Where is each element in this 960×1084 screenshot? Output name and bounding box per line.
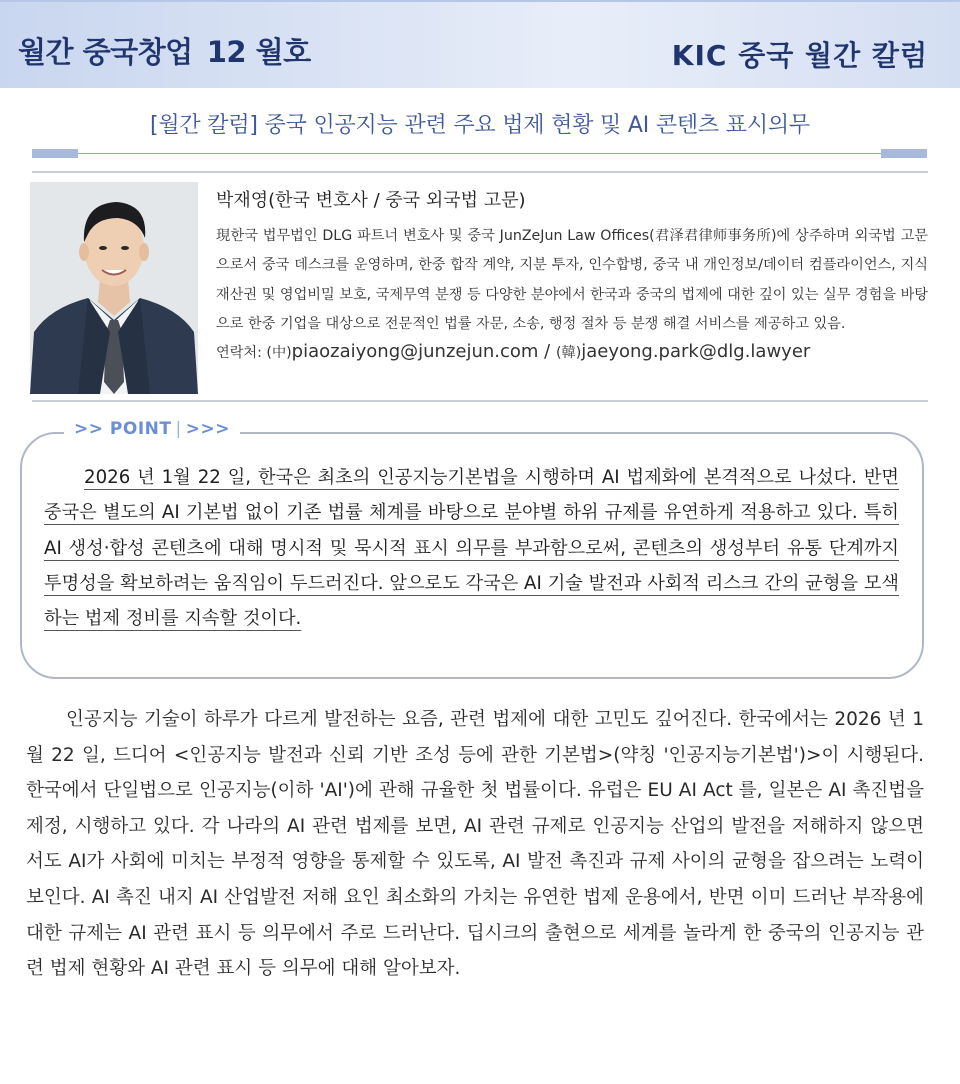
contact-cn-email[interactable]: piaozaiyong@junzejun.com <box>291 340 539 362</box>
author-contact <box>216 340 928 365</box>
title-divider <box>32 149 927 159</box>
point-label-text: >> POINT <box>74 419 172 439</box>
author-bottom-divider <box>32 400 928 402</box>
contact-kr-email[interactable]: jaeyong.park@dlg.lawyer <box>581 340 811 362</box>
author-bio: 現한국 법무법인 DLG 파트너 변호사 및 중국 JunZeJun Law Offices(君泽君律师事务所)에 상주하며 외국법 고문으로서 중국 데스크를 운영하며, 한중 합작 계약, 지분 투자, 인수합병, 중국 내 개인정보/데이터 컴플라이언스, 지식재산권 및 영업비밀 보호, 국제무역 분쟁 등 다양한 분야에서 한국과 중국의 법제에 대한 깊이 있는 실무 경험을 바탕으로 한중 기업을 대상으로 전문적인 법률 자문, 소송, 행정 절차 등 분쟁 해결 서비스를 제공하고 있음. <box>216 228 928 333</box>
contact-label: 연락처: <box>216 344 267 361</box>
author-info <box>216 186 928 365</box>
author-photo <box>30 182 198 394</box>
contact-cn-mark: (中) <box>266 344 292 361</box>
contact-separator: / <box>538 340 556 362</box>
article-title: [월간 칼럼] 중국 인공지능 관련 주요 법제 현황 및 AI 콘텐츠 표시의무 <box>150 113 810 138</box>
point-summary: 2026 년 1월 22 일, 한국은 최초의 인공지능기본법을 시행하며 AI 법제화에 본격적으로 나섰다. 반면 중국은 별도의 AI 기본법 없이 기존 법률 체계를 바탕으로 분야별 하위 규제를 유연하게 적용하고 있다. 특히 AI 생성·합성 콘텐츠에 대해 명시적 및 묵시적 표시 의무를 부과함으로써, 콘텐츠의 생성부터 유통 단계까지 투명성을 확보하려는 움직임이 두드러진다. 앞으로도 각국은 AI 기술 발전과 사회적 리스크 간의 균형을 모색하는 법제 정비를 지속할 것이다. <box>44 467 899 630</box>
page-header <box>0 0 960 88</box>
header-left-title <box>18 30 311 71</box>
publication-name: 월간 중국창업 <box>18 35 193 69</box>
point-arrows: >>> <box>185 419 230 439</box>
point-label: >> POINT | >>> <box>64 419 240 439</box>
body-paragraph: 인공지능 기술이 하루가 다르게 발전하는 요즘, 관련 법제에 대한 고민도 깊어진다. 한국에서는 2026 년 1월 22 일, 드디어 <인공지능 발전과 신뢰 기반 조성 등에 관한 기본법>(약칭 '인공지능기본법')>이 시행된다. 한국에서 단일법으로 인공지능(이하 'AI')에 관해 규율한 첫 법률이다. 유럽은 EU AI Act 를, 일본은 AI 촉진법을 제정, 시행하고 있다. 각 나라의 AI 관련 법제를 보면, AI 관련 규제로 인공지능 산업의 발전을 저해하지 않으면서도 AI가 사회에 미치는 부정적 영향을 통제할 수 있도록, AI 발전 촉진과 규제 사이의 균형을 잡으려는 노력이 보인다. AI 촉진 내지 AI 산업발전 저해 요인 최소화의 가치는 유연한 법제 운용에서, 반면 이미 드러난 부작용에 대한 규제는 AI 관련 표시 등 의무에서 주로 드러난다. 딥시크의 출현으로 세계를 놀라게 한 중국의 인공지능 관련 법제 현황와 AI 관련 표시 등 의무에 대해 알아보자. <box>26 709 924 980</box>
header-right-title: KIC 중국 월간 칼럼 <box>671 39 928 72</box>
author-top-divider <box>32 171 928 173</box>
contact-kr-mark: (韓) <box>555 344 582 361</box>
author-name: 박재영(한국 변호사 / 중국 외국법 고문) <box>216 190 526 211</box>
issue-month: 12 월호 <box>206 35 311 69</box>
